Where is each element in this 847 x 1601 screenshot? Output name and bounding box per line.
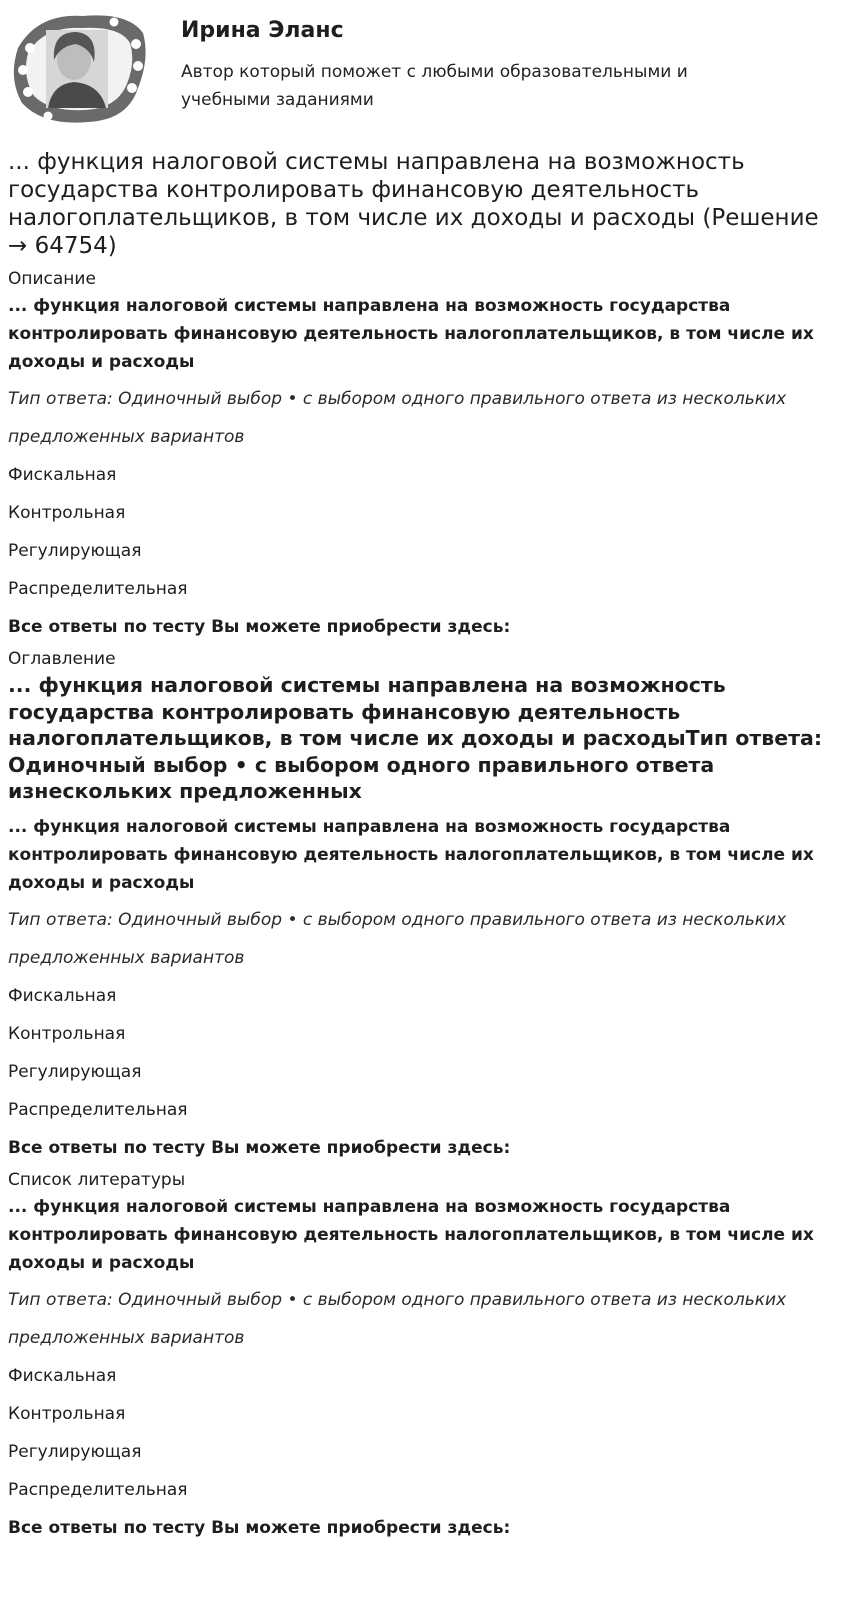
literature-section [8, 1167, 833, 1547]
buy-answers-text: Все ответы по тесту Вы можете приобрести здесь: [8, 1137, 511, 1158]
answer-option: Фискальная [8, 465, 117, 485]
description-section [8, 266, 833, 646]
answer-option: Контрольная [8, 1023, 126, 1044]
question-text: ... функция налоговой системы направлена на возможность государства контролировать финансовую деятельность налогоплательщиков, в том числе их доходы и расходы [8, 1196, 814, 1273]
author-card [8, 8, 839, 126]
buy-answers-text: Все ответы по тесту Вы можете приобрести здесь: [8, 617, 511, 637]
answer-type: Тип ответа: Одиночный выбор • с выбором одного правильного ответа из нескольких предложенных вариантов [8, 1289, 787, 1348]
answer-type: Тип ответа: Одиночный выбор • с выбором одного правильного ответа из нескольких предложенных вариантов [8, 389, 787, 447]
author-avatar[interactable] [8, 8, 148, 126]
answer-option: Распределительная [8, 1099, 188, 1120]
answer-type: Тип ответа: Одиночный выбор • с выбором одного правильного ответа из нескольких предложенных вариантов [8, 909, 787, 968]
buy-answers-text: Все ответы по тесту Вы можете приобрести здесь: [8, 1517, 511, 1538]
question-text: ... функция налоговой системы направлена на возможность государства контролировать финансовую деятельность налогоплательщиков, в том числе их доходы и расходы [8, 296, 814, 372]
author-description: Автор который поможет с любыми образовательными и учебными заданиями [181, 62, 688, 110]
section-label-literature: Список литературы [8, 1169, 186, 1190]
author-name[interactable]: Ирина Эланс [181, 18, 344, 43]
answer-option: Распределительная [8, 579, 188, 599]
answer-option: Фискальная [8, 985, 117, 1006]
answer-option: Регулирующая [8, 1061, 142, 1082]
section-label-toc: Оглавление [8, 649, 116, 669]
answer-option: Контрольная [8, 1403, 126, 1424]
question-text: ... функция налоговой системы направлена на возможность государства контролировать финансовую деятельность налогоплательщиков, в том числе их доходы и расходы [8, 816, 814, 893]
page-title: ... функция налоговой системы направлена на возможность государства контролировать финансовую деятельность налогоплательщиков, в том числе их доходы и расходы (Решение → 64754) [8, 149, 819, 259]
section-label-description: Описание [8, 269, 96, 289]
answer-option: Распределительная [8, 1479, 188, 1500]
toc-section [8, 646, 833, 1167]
main-content [8, 148, 833, 1547]
toc-heading: ... функция налоговой системы направлена на возможность государства контролировать финансовую деятельность налогоплательщиков, в том числе их доходы и расходыТип ответа: Одиночный выбор • с выбором одного правильного ответа изнескольких предложенных [8, 673, 823, 803]
film-reel-photo-frame-icon [14, 15, 146, 122]
answer-option: Контрольная [8, 503, 126, 523]
answer-option: Регулирующая [8, 1441, 142, 1462]
answer-option: Регулирующая [8, 541, 142, 561]
answer-option: Фискальная [8, 1365, 117, 1386]
